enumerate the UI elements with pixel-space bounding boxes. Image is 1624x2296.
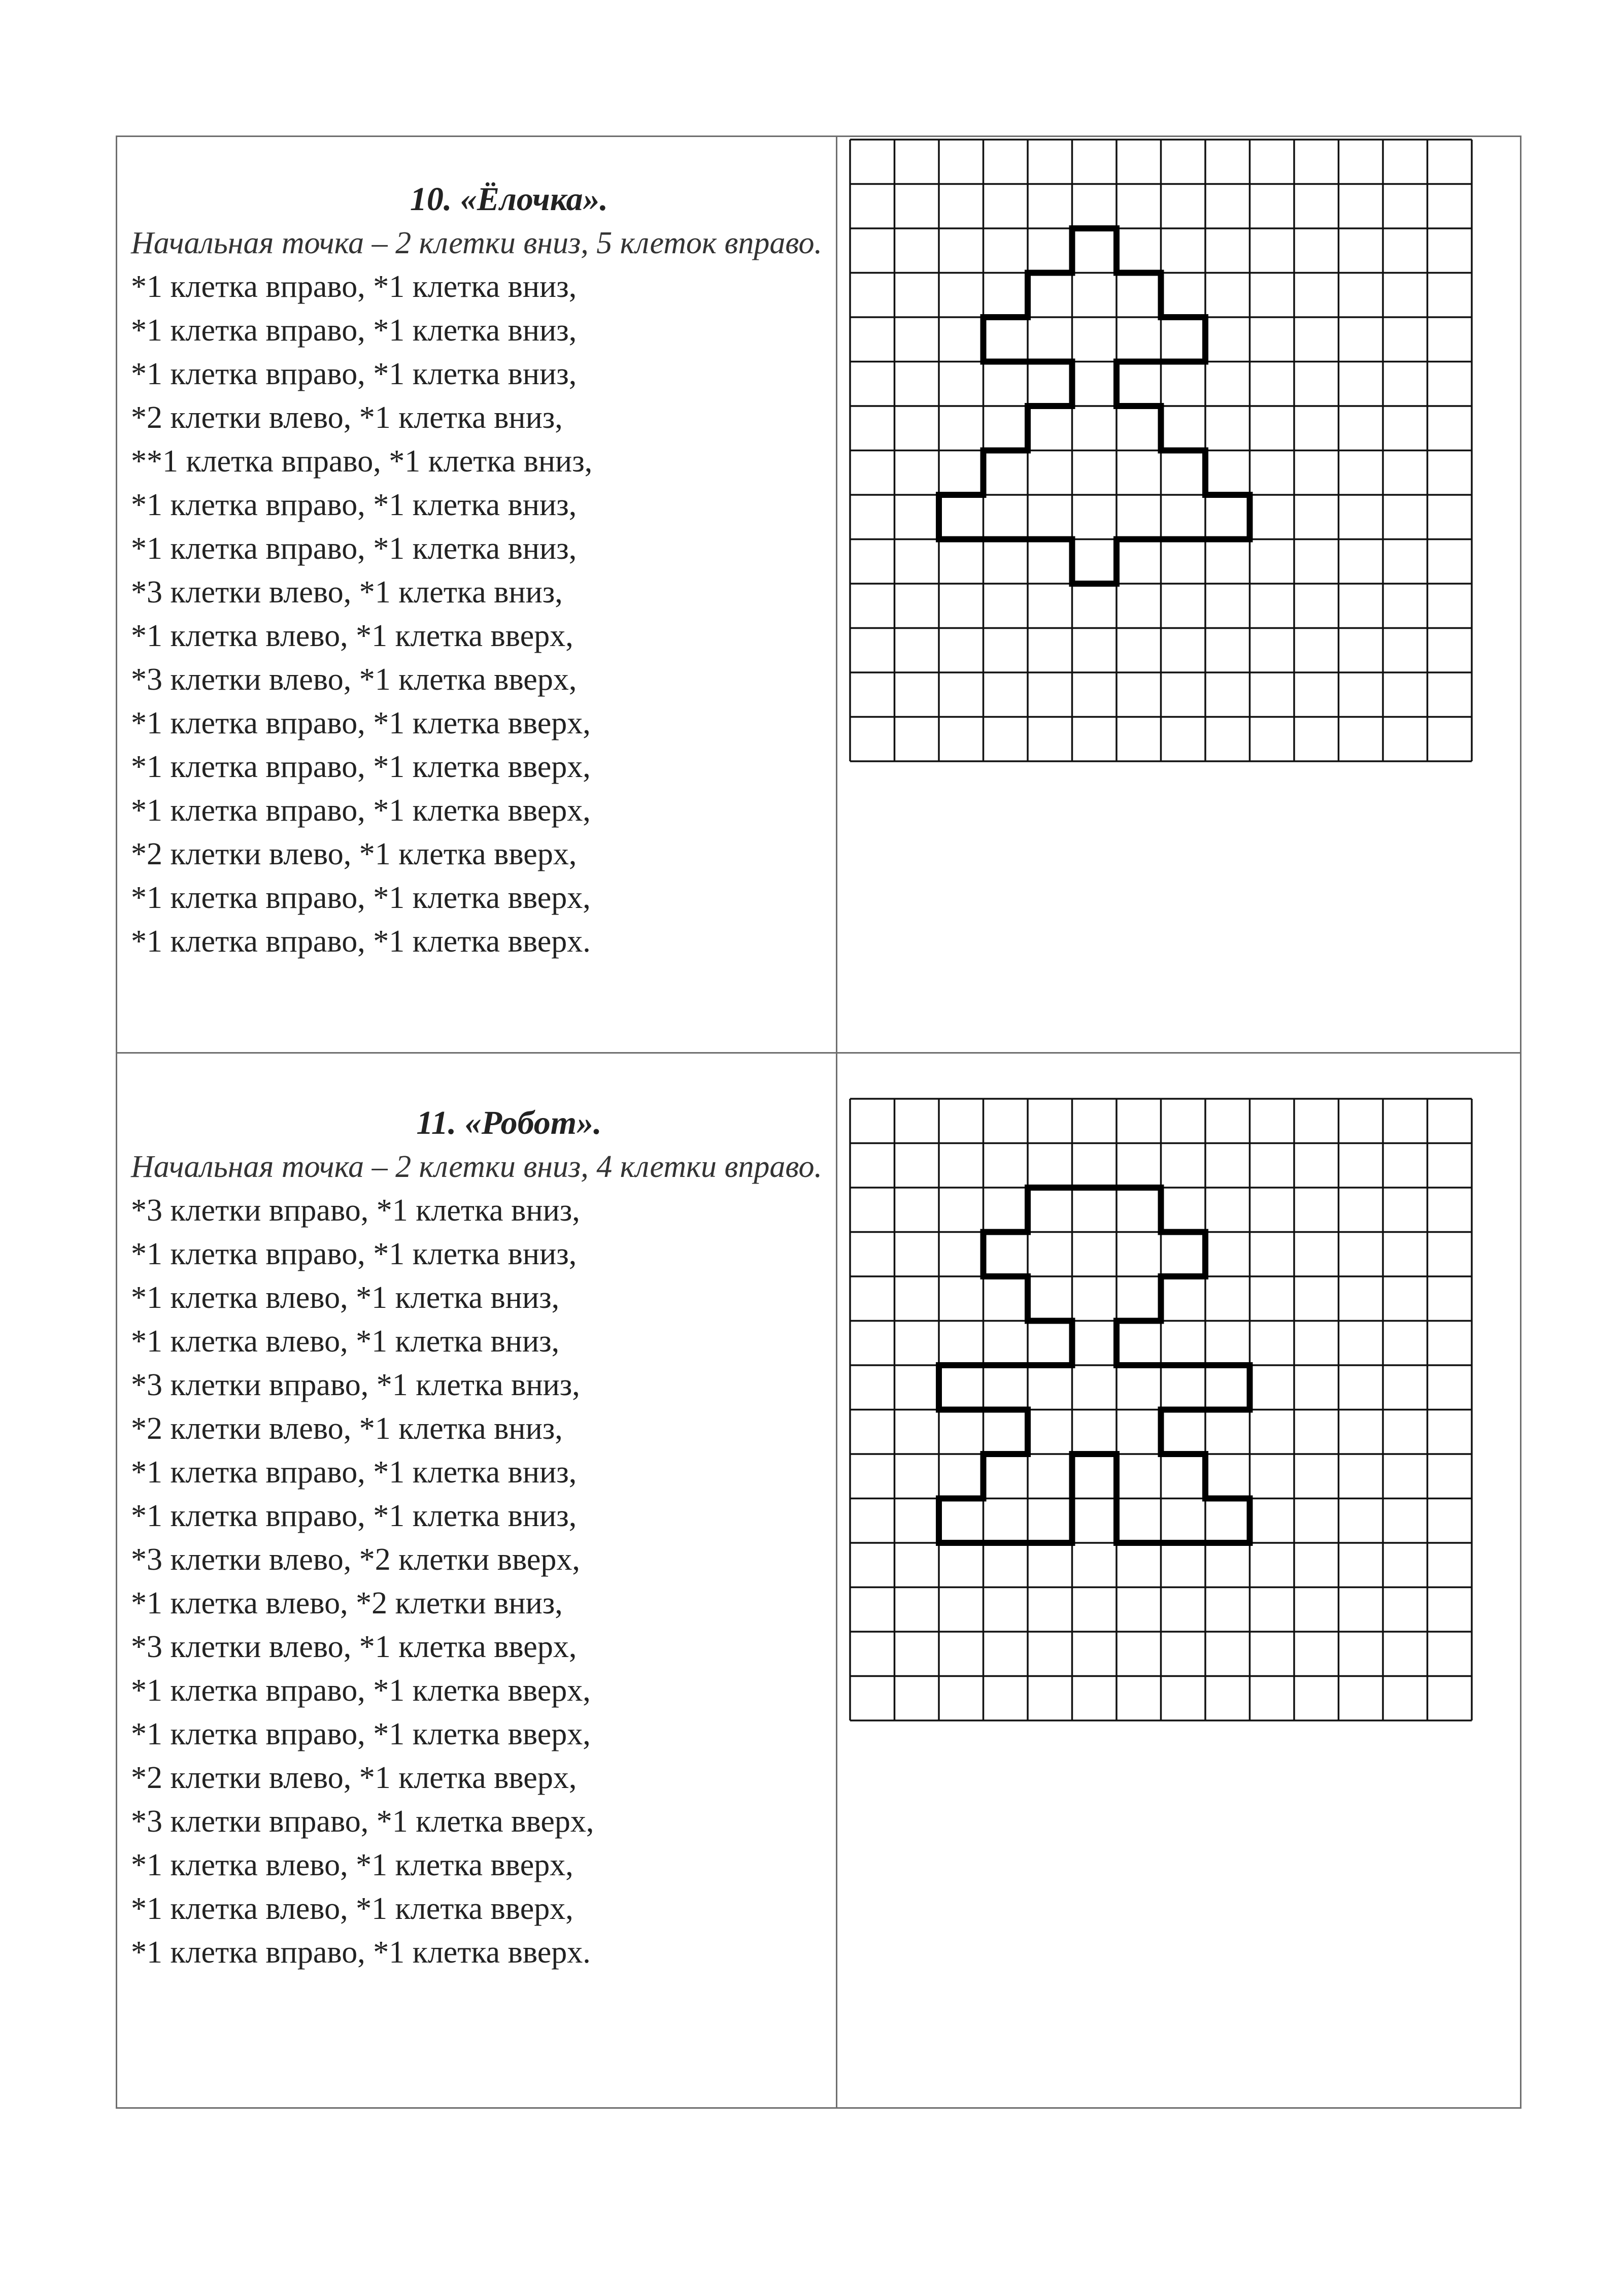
task-step: *3 клетки вправо, *1 клетка вниз, [131,1368,580,1402]
task-step: *1 клетка вправо, *1 клетка вверх. [131,1935,591,1970]
task-step: *1 клетка вправо, *1 клетка вниз, [131,488,577,522]
task-step: *3 клетки влево, *1 клетка вниз, [131,575,563,610]
task-11-grid [848,1096,1467,1715]
task-step: *3 клетки влево, *1 клетка вверх, [131,662,577,697]
task-steps [131,265,826,963]
task-step: **1 клетка вправо, *1 клетка вниз, [131,444,593,479]
row-divider [116,1052,1521,1054]
task-10-grid [848,137,1467,756]
task-step: *1 клетка вправо, *1 клетка вверх, [131,793,591,828]
task-step: *3 клетки влево, *1 клетка вверх, [131,1630,577,1664]
task-step: *1 клетка вправо, *1 клетка вниз, [131,531,577,566]
task-step: *1 клетка вправо, *1 клетка вверх, [131,750,591,784]
task-step: *1 клетка вправо, *1 клетка вниз, [131,1499,577,1533]
task-start-point: Начальная точка – 2 клетки вниз, 5 клеток вправо. [131,226,823,260]
task-step: *1 клетка вправо, *1 клетка вверх. [131,924,591,959]
task-step: *1 клетка влево, *1 клетка вверх, [131,1892,573,1926]
task-step: *3 клетки вправо, *1 клетка вниз, [131,1193,580,1228]
task-step: *1 клетка влево, *1 клетка вниз, [131,1280,560,1315]
task-step: *1 клетка вправо, *1 клетка вверх, [131,706,591,740]
task-step: *1 клетка вправо, *1 клетка вниз, [131,1455,577,1490]
task-step: *2 клетки влево, *1 клетка вниз, [131,1411,563,1446]
task-step: *1 клетка вправо, *1 клетка вверх, [131,1717,591,1751]
task-step: *1 клетка влево, *1 клетка вниз, [131,1324,560,1359]
task-step: *1 клетка влево, *1 клетка вверх, [131,1848,573,1882]
task-10-text [131,178,826,963]
task-title: 11. «Робот». [416,1104,602,1141]
task-step: *3 клетки влево, *2 клетки вверх, [131,1542,580,1577]
task-step: *2 клетки влево, *1 клетка вверх, [131,1761,577,1795]
task-steps [131,1189,826,1974]
task-step: *1 клетка вправо, *1 клетка вниз, [131,269,577,304]
task-start-point: Начальная точка – 2 клетки вниз, 4 клетки вправо. [131,1150,823,1184]
task-step: *2 клетки влево, *1 клетка вверх, [131,837,577,871]
task-step: *1 клетка вправо, *1 клетка вниз, [131,313,577,348]
task-step: *1 клетка влево, *1 клетка вверх, [131,619,573,653]
task-11-text [131,1101,826,1974]
task-step: *3 клетки вправо, *1 клетка вверх, [131,1804,594,1839]
task-step: *2 клетки влево, *1 клетка вниз, [131,400,563,435]
task-step: *1 клетка вправо, *1 клетка вниз, [131,357,577,391]
task-step: *1 клетка вправо, *1 клетка вверх, [131,881,591,915]
task-step: *1 клетка вправо, *1 клетка вверх, [131,1673,591,1708]
task-title: 10. «Ёлочка». [410,181,608,218]
task-step: *1 клетка влево, *2 клетки вниз, [131,1586,563,1620]
task-step: *1 клетка вправо, *1 клетка вниз, [131,1237,577,1271]
column-divider [836,136,837,2109]
